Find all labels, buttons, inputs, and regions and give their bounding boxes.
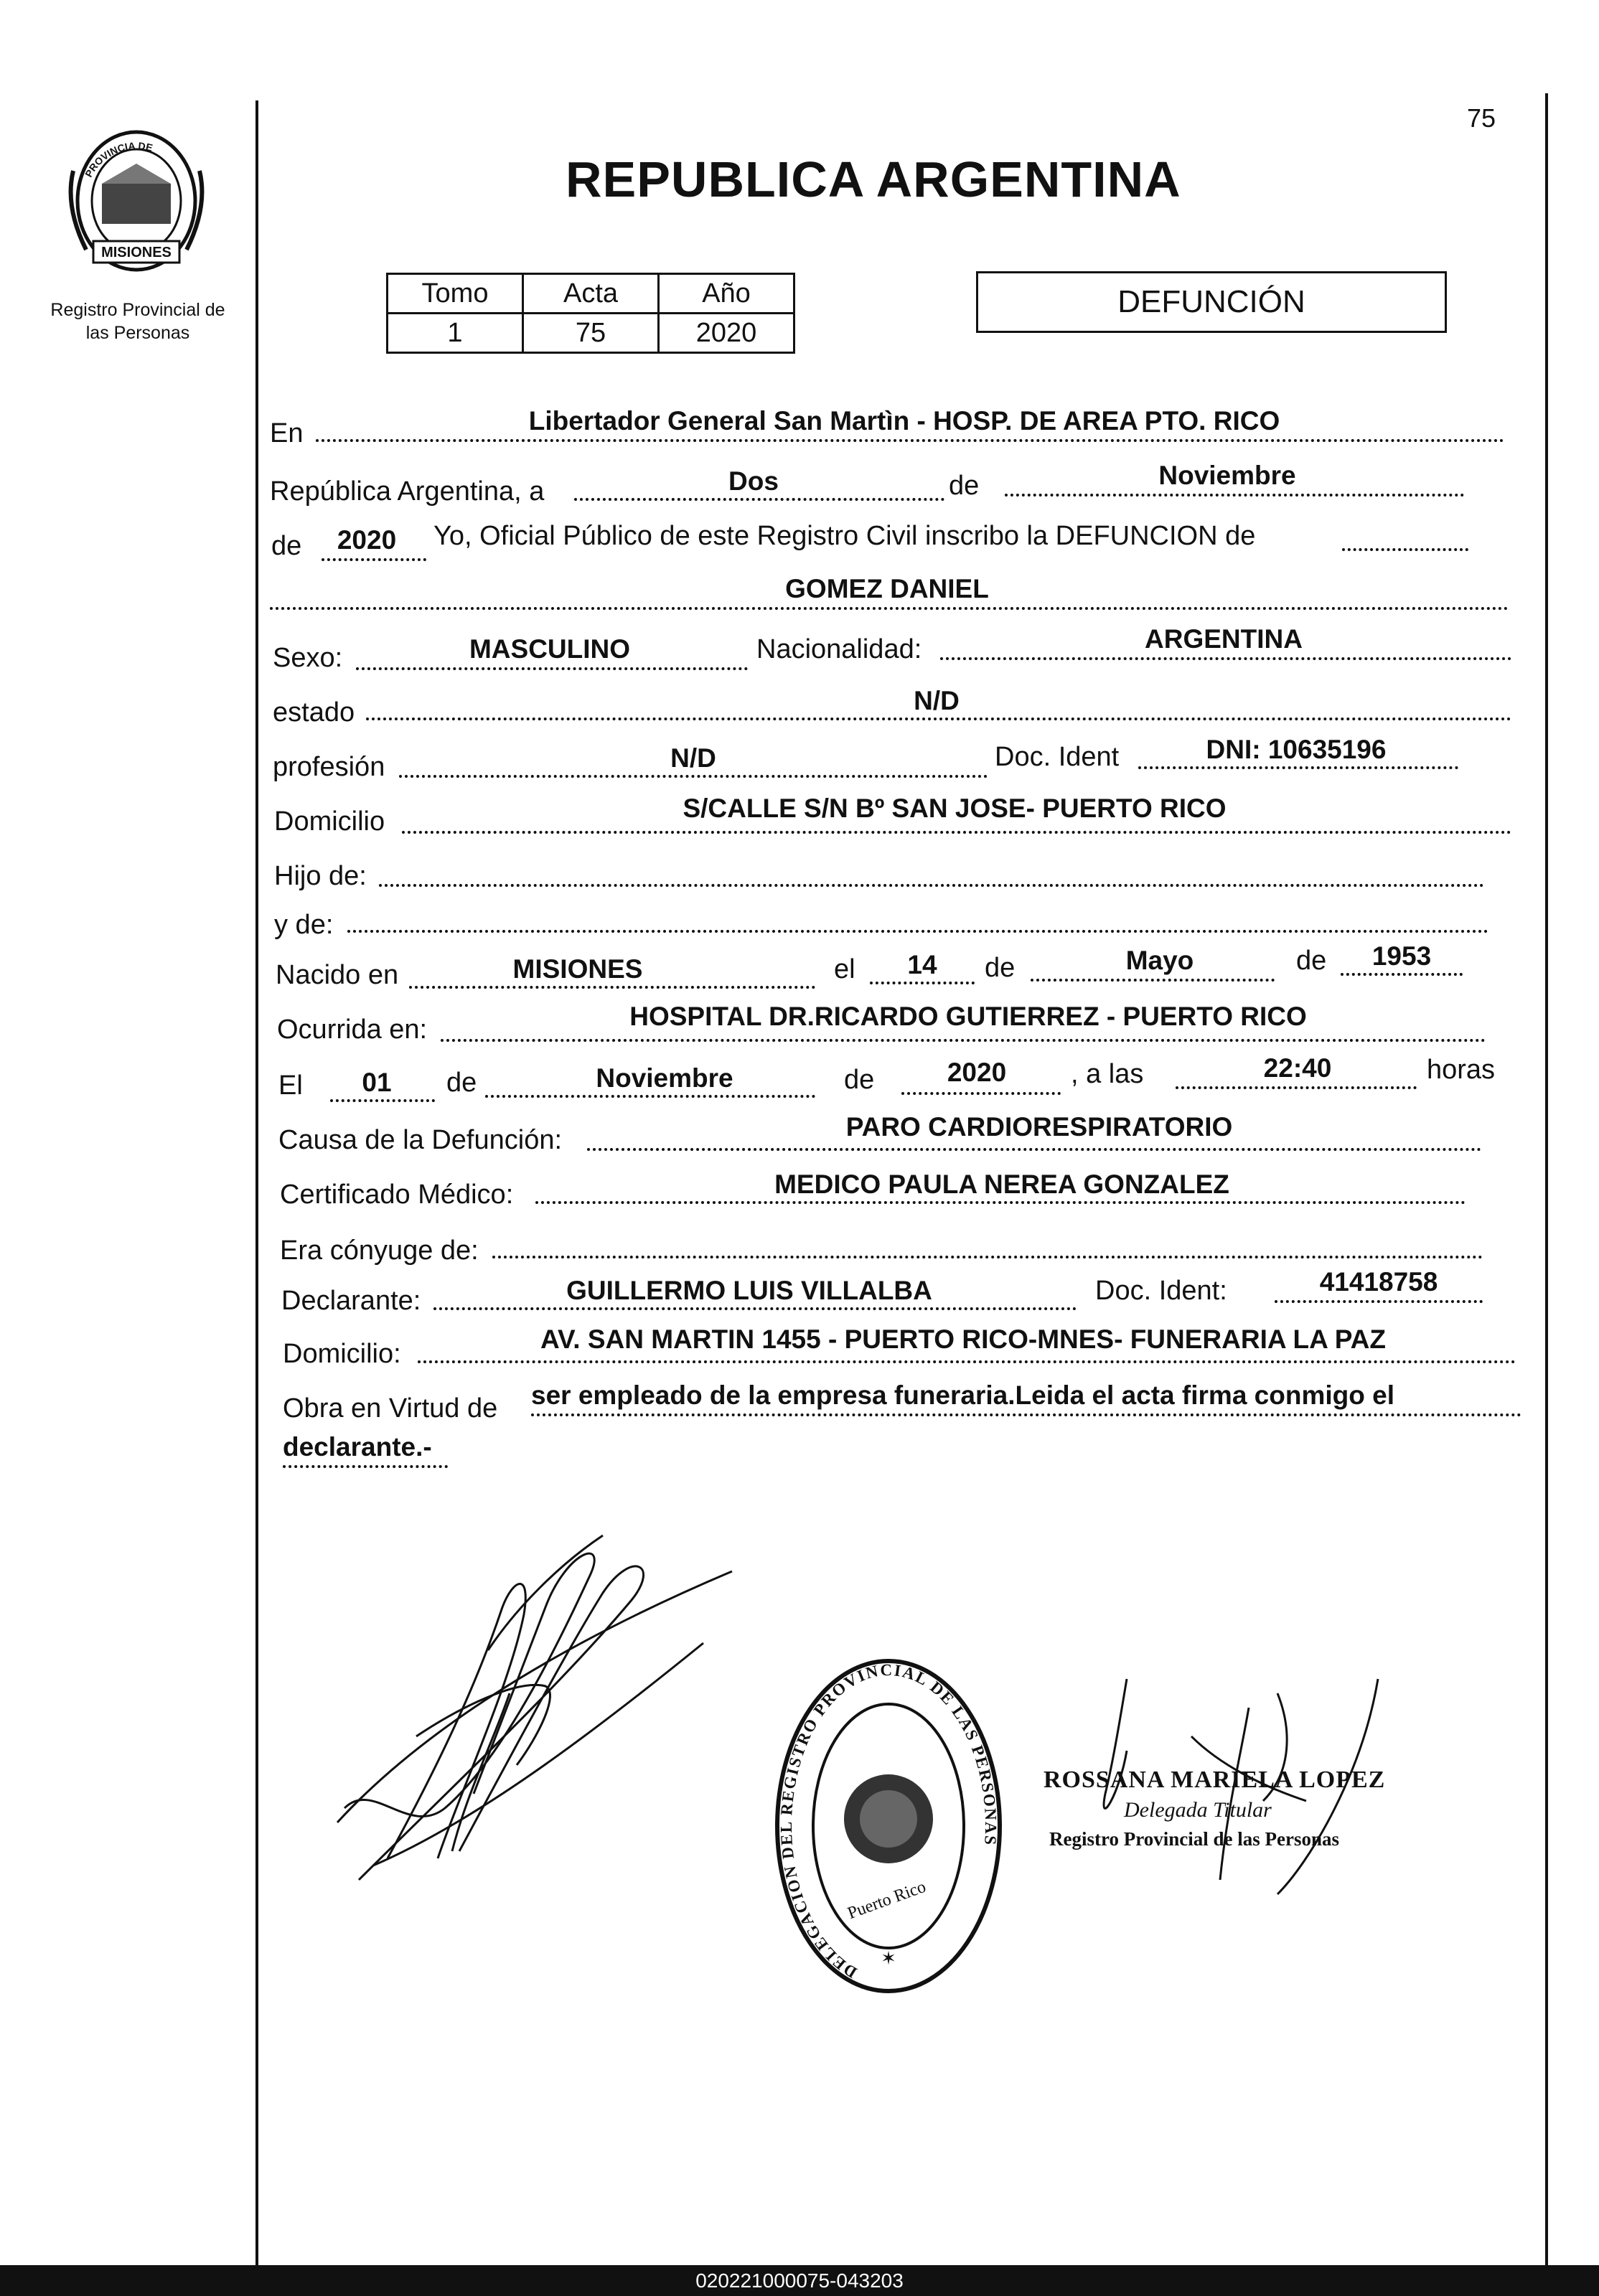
nac-dia-value: 14 [907, 950, 937, 979]
alas-label: , a las [1071, 1059, 1144, 1089]
obra-value-line1: ser empleado de la empresa funeraria.Leida el acta firma conmigo el [531, 1380, 1394, 1410]
obra-dots-line1 [531, 1413, 1521, 1416]
ocurrida-value: HOSPITAL DR.RICARDO GUTIERREZ - PUERTO RICO [629, 1002, 1307, 1031]
domicilio-label: Domicilio [274, 806, 385, 837]
seal-text-top: PROVINCIA DE [83, 139, 154, 179]
anio-value: 2020 [337, 525, 397, 555]
profesion-label: profesión [273, 752, 385, 782]
nacido-value: MISIONES [512, 954, 643, 984]
nac-dia-dots [870, 982, 975, 984]
registry-name-line1: Registro Provincial de [50, 300, 225, 320]
yde-label: y de: [274, 910, 334, 940]
nacido-dots [409, 986, 815, 989]
hijo-dots [379, 884, 1484, 887]
yde-dots [347, 930, 1488, 933]
declarante-value: GUILLERMO LUIS VILLALBA [566, 1276, 932, 1305]
record-type-box: DEFUNCIÓN [976, 271, 1447, 333]
domicilio2-dots [418, 1360, 1516, 1363]
estado-value: N/D [914, 686, 960, 715]
sexo-label: Sexo: [273, 643, 343, 673]
horas-label: horas [1427, 1055, 1496, 1085]
en-value: Libertador General San Martìn - HOSP. DE AREA PTO. RICO [528, 406, 1280, 436]
meta-table [386, 273, 795, 354]
dia-value: Dos [728, 466, 779, 496]
official-name: ROSSANA MARIELA LOPEZ [1044, 1766, 1386, 1793]
misiones-seal [57, 121, 215, 278]
domicilio2-label: Domicilio: [283, 1339, 401, 1369]
meta-header-anio: Año [659, 274, 794, 314]
certificado-dots [535, 1201, 1466, 1204]
def-mes-value: Noviembre [596, 1063, 733, 1093]
mes-value: Noviembre [1158, 461, 1296, 490]
left-margin-line [255, 100, 258, 2265]
declarante-label: Declarante: [281, 1286, 421, 1316]
doc-dots [1138, 766, 1458, 769]
en-label: En [270, 418, 304, 448]
dia-dots [574, 498, 944, 501]
nac-anio-dots [1341, 973, 1463, 976]
def-mes-dots [485, 1095, 815, 1098]
certificado-label: Certificado Médico: [280, 1180, 514, 1210]
meta-value-acta: 75 [523, 314, 659, 353]
declarante-dots [433, 1307, 1077, 1310]
de4-label: de [1296, 946, 1327, 976]
hora-dots [1176, 1086, 1417, 1089]
svg-text:✶: ✶ [881, 1947, 896, 1969]
def-dia-value: 01 [362, 1068, 392, 1097]
causa-value: PARO CARDIORESPIRATORIO [845, 1112, 1233, 1142]
doc-label: Doc. Ident [995, 742, 1120, 772]
obra-value-line2: declarante.- [283, 1432, 432, 1462]
meta-header-tomo: Tomo [388, 274, 523, 314]
def-anio-value: 2020 [947, 1058, 1007, 1087]
doc2-value: 41418758 [1319, 1267, 1438, 1297]
official-role: Delegada Titular [1124, 1798, 1272, 1822]
official-office: Registro Provincial de las Personas [1049, 1828, 1339, 1850]
nac-mes-value: Mayo [1125, 946, 1194, 975]
hora-value: 22:40 [1263, 1053, 1332, 1083]
domicilio-dots [402, 831, 1511, 834]
meta-header-acta: Acta [523, 274, 659, 314]
meta-value-tomo: 1 [388, 314, 523, 353]
doc-value: DNI: 10635196 [1206, 735, 1387, 764]
seal-text-bottom: MISIONES [101, 245, 172, 260]
hijo-label: Hijo de: [274, 861, 367, 891]
de6-label: de [844, 1065, 875, 1095]
profesion-value: N/D [670, 743, 716, 773]
meta-value-anio: 2020 [659, 314, 794, 353]
causa-dots [587, 1148, 1481, 1151]
obra-dots-line2 [283, 1465, 448, 1468]
estado-dots [366, 718, 1511, 720]
conyuge-label: Era cónyuge de: [280, 1236, 479, 1266]
el-label: el [834, 954, 855, 984]
domicilio-value: S/CALLE S/N Bº SAN JOSE- PUERTO RICO [683, 794, 1227, 823]
de5-label: de [446, 1068, 477, 1098]
official-stamp [774, 1657, 1003, 1995]
de-label: de [949, 471, 980, 501]
page-title: REPUBLICA ARGENTINA [566, 151, 1181, 207]
nacionalidad-dots [940, 657, 1511, 660]
nac-mes-dots [1031, 979, 1275, 982]
nac-anio-value: 1953 [1371, 941, 1432, 971]
nacionalidad-label: Nacionalidad: [756, 634, 922, 664]
page-number: 75 [1467, 103, 1496, 133]
domicilio2-value: AV. SAN MARTIN 1455 - PUERTO RICO-MNES- FUNERARIA LA PAZ [540, 1325, 1386, 1354]
estado-label: estado [273, 697, 355, 728]
de3-label: de [985, 953, 1016, 983]
doc2-label: Doc. Ident: [1095, 1276, 1227, 1306]
def-anio-dots [901, 1092, 1061, 1095]
ocurrida-label: Ocurrida en: [277, 1015, 428, 1045]
el2-label: El [278, 1071, 303, 1101]
stamp-ring-text: DELEGACION DEL REGISTRO PROVINCIAL DE LAS PERSONAS [777, 1660, 1000, 1982]
def-dia-dots [330, 1099, 435, 1102]
nacido-label: Nacido en [276, 960, 399, 990]
document-code-bar: 020221000075-043203 [0, 2265, 1599, 2296]
yo-dots [1342, 548, 1468, 551]
conyuge-dots [492, 1256, 1483, 1258]
right-margin-line [1545, 93, 1548, 2265]
nombre-value: GOMEZ DANIEL [785, 574, 989, 603]
sexo-dots [356, 667, 748, 670]
nacionalidad-value: ARGENTINA [1145, 624, 1303, 654]
en-dots [316, 439, 1504, 442]
sexo-value: MASCULINO [469, 634, 631, 664]
obra-label: Obra en Virtud de [283, 1393, 498, 1424]
ocurrida-dots [441, 1039, 1486, 1042]
mes-dots [1005, 494, 1464, 497]
anio-dots [322, 558, 426, 561]
republica-label: República Argentina, a [270, 476, 545, 507]
de2-label: de [271, 531, 302, 561]
nombre-dots [270, 607, 1509, 610]
stamp-inner-text: Puerto Rico [845, 1877, 929, 1924]
causa-label: Causa de la Defunción: [278, 1125, 563, 1155]
yo-text: Yo, Oficial Público de este Registro Civil inscribo la DEFUNCION de [433, 521, 1256, 551]
profesion-dots [399, 775, 988, 778]
declarant-signature [330, 1521, 746, 1894]
registry-name-line2: las Personas [85, 323, 190, 343]
doc2-dots [1275, 1300, 1483, 1303]
certificado-value: MEDICO PAULA NEREA GONZALEZ [774, 1170, 1229, 1199]
